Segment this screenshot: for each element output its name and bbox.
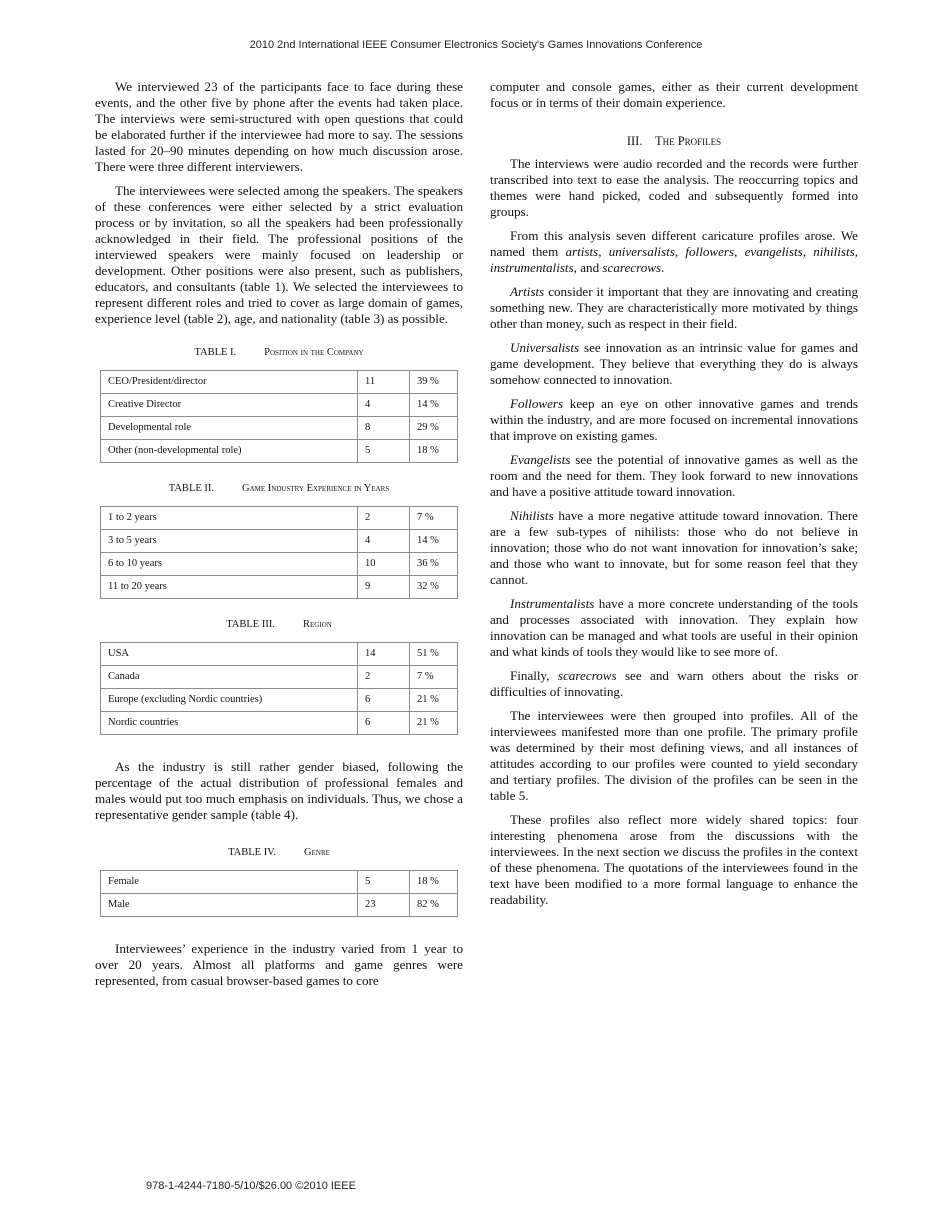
table-1-caption <box>95 345 463 361</box>
table-cell: 39 % <box>410 371 458 394</box>
text-run: see and warn others about the risks or difficulties of innovating. <box>490 668 858 699</box>
text-run: see innovation as an intrinsic value for games and game development. They believe that everything they do is always somehow connected to innovation. <box>490 340 858 387</box>
table-1-label: TABLE I. <box>194 347 237 358</box>
table-cell: 51 % <box>410 643 458 666</box>
table-row <box>101 440 458 463</box>
paragraph-experience: Interviewees’ experience in the industry varied from 1 year to over 20 years. Almost all platforms and game genres were represented, from casual browser-based games to core <box>95 941 463 988</box>
table-cell: CEO/President/director <box>101 371 358 394</box>
table-cell: 18 % <box>410 871 458 894</box>
text-run: Finally, <box>510 668 558 683</box>
text-run: keep an eye on other innovative games and trends within the industry, and are more focused on incremental innovations that improve on existing games. <box>490 396 858 443</box>
text-run: see the potential of innovative games as well as the room and the need for them. They look forward to new innovations and have a positive attitude toward innovation. <box>490 452 858 499</box>
table-2-caption <box>95 481 463 497</box>
table-cell: 23 <box>358 894 410 917</box>
table-cell: 4 <box>358 530 410 553</box>
table-cell: 6 to 10 years <box>101 553 358 576</box>
table-cell: 5 <box>358 440 410 463</box>
table-3-title: Region <box>302 619 332 630</box>
profile-term: scarecrows <box>557 668 617 683</box>
table-4-title: Genre <box>304 847 330 858</box>
paragraph-followers <box>490 396 858 444</box>
text-run: From this analysis seven different caricature profiles arose. We named them <box>490 228 858 259</box>
table-cell: Male <box>101 894 358 917</box>
table-row <box>101 507 458 530</box>
table-row <box>101 576 458 599</box>
table-2-title: Game Industry Experience in Years <box>242 483 390 494</box>
paragraph-selection: The interviewees were selected among the speakers. The speakers of these conferences were either selected by a strict evaluation process or by invitation, so all the speakers had been professionally acknowledged in their field. The professional positions of the interviewed speakers were mainly focused on leadership or development. Other positions were also present, such as publishers, educators, and consultants (table 1). We selected the interviewees to represent different roles and tried to cover as large domain of games, experience level (table 2), age, and nationality (table 3) as possible. <box>95 183 463 326</box>
table-experience <box>100 506 458 599</box>
profile-term: Nihilists <box>510 508 554 523</box>
table-4-label: TABLE IV. <box>228 847 277 858</box>
table-row <box>101 553 458 576</box>
table-cell: Female <box>101 871 358 894</box>
table-cell: 18 % <box>410 440 458 463</box>
table-cell: 8 <box>358 417 410 440</box>
profile-term: Instrumentalists <box>510 596 595 611</box>
paragraph-nihilists <box>490 508 858 588</box>
table-cell: 6 <box>358 712 410 735</box>
table-cell: 1 to 2 years <box>101 507 358 530</box>
table-cell: USA <box>101 643 358 666</box>
copyright-footer: 978-1-4244-7180-5/10/$26.00 ©2010 IEEE <box>146 1180 356 1192</box>
profile-term: Artists <box>510 284 545 299</box>
paragraph-interviews: We interviewed 23 of the participants face to face during these events, and the other five by phone after the events had taken place. The interviews were semi-structured with open questions that could be elaborated further if the interviewee had more to say. The sessions lasted for 20–90 minutes depending on how much discussion arose. There were three different interviewers. <box>95 79 463 174</box>
paragraph-artists <box>490 284 858 332</box>
section-heading <box>490 133 858 149</box>
table-cell: 36 % <box>410 553 458 576</box>
table-genre <box>100 870 458 917</box>
spacer <box>95 735 463 759</box>
table-cell: 2 <box>358 507 410 530</box>
profile-list: artists, universalists, followers, evangelists, nihilists, instrumentalists, <box>490 244 858 275</box>
text-run: . <box>661 260 665 275</box>
paragraph-grouping: The interviewees were then grouped into profiles. All of the interviewees manifested more than one profile. The primary profile was determined by their most defining views, and all instances of attitudes according to our profiles were counted to yield secondary and tertiary profiles. The division of the profiles can be seen in the table 5. <box>490 708 858 803</box>
table-cell: Creative Director <box>101 394 358 417</box>
text-run: have a more negative attitude toward innovation. There are a few sub-types of nihilists: those who do not believe in innovation; those who do not want innovation for innovation’s sake; and those who want to innovate, but for some reason feel that they cannot. <box>490 508 858 587</box>
table-row <box>101 689 458 712</box>
paragraph-profiles-intro <box>490 228 858 276</box>
table-cell: 14 % <box>410 394 458 417</box>
paragraph-recording: The interviews were audio recorded and the records were further transcribed into text to ease the analysis. The reoccurring topics and themes were hand picked, coded and subsequently formed into groups. <box>490 156 858 219</box>
paragraph-instrumentalists <box>490 596 858 660</box>
text-run: consider it important that they are innovating and creating something new. They are characteristically more motivated by things other than money, such as respect in their field. <box>490 284 858 331</box>
table-cell: Developmental role <box>101 417 358 440</box>
table-row <box>101 643 458 666</box>
table-cell: 7 % <box>410 666 458 689</box>
table-cell: 5 <box>358 871 410 894</box>
table-2-label: TABLE II. <box>168 483 215 494</box>
table-row <box>101 394 458 417</box>
table-cell: Canada <box>101 666 358 689</box>
table-position <box>100 370 458 463</box>
table-row <box>101 530 458 553</box>
table-cell: 6 <box>358 689 410 712</box>
table-cell: 11 <box>358 371 410 394</box>
table-cell: Europe (excluding Nordic countries) <box>101 689 358 712</box>
section-title: The Profiles <box>654 134 722 148</box>
table-cell: 21 % <box>410 712 458 735</box>
paragraph-phenomena: These profiles also reflect more widely shared topics: four interesting phenomena arose from the discussions with the interviewees. In the next section we discuss the profiles in the context of these phenomena. The quotations of the interviewees found in the text have been modified to a more formal language to enhance the readability. <box>490 812 858 907</box>
table-1-title: Position in the Company <box>264 347 364 358</box>
table-cell: 21 % <box>410 689 458 712</box>
table-cell: 9 <box>358 576 410 599</box>
profile-term: scarecrows <box>602 260 662 275</box>
table-row <box>101 712 458 735</box>
section-number: III. <box>626 134 643 148</box>
table-cell: Other (non-developmental role) <box>101 440 358 463</box>
table-cell: 3 to 5 years <box>101 530 358 553</box>
table-cell: 4 <box>358 394 410 417</box>
profile-term: Followers <box>510 396 564 411</box>
table-cell: 11 to 20 years <box>101 576 358 599</box>
table-4-caption <box>95 845 463 861</box>
table-row <box>101 417 458 440</box>
table-row <box>101 666 458 689</box>
text-run: have a more concrete understanding of the tools and processes associated with innovation. They explain how innovation can be managed and what tools are useful in their opinion and what kinds of tools they would like to see more of. <box>490 596 858 659</box>
table-cell: 2 <box>358 666 410 689</box>
table-region <box>100 642 458 735</box>
table-cell: 7 % <box>410 507 458 530</box>
left-column <box>95 79 463 997</box>
paragraph-scarecrows <box>490 668 858 700</box>
running-header: 2010 2nd International IEEE Consumer Electronics Society's Games Innovations Conference <box>249 39 703 51</box>
table-row <box>101 894 458 917</box>
table-cell: 14 % <box>410 530 458 553</box>
table-cell: 32 % <box>410 576 458 599</box>
table-cell: 29 % <box>410 417 458 440</box>
table-3-label: TABLE III. <box>226 619 275 630</box>
right-column <box>490 79 858 916</box>
table-cell: 14 <box>358 643 410 666</box>
paragraph-universalists <box>490 340 858 388</box>
paragraph-gender: As the industry is still rather gender biased, following the percentage of the actual distribution of professional females and males would put too much emphasis on individuals. Thus, we chose a representative gender sample (table 4). <box>95 759 463 822</box>
profile-term: Evangelists <box>510 452 571 467</box>
table-row <box>101 371 458 394</box>
paragraph-continued: computer and console games, either as their current development focus or in terms of their domain experience. <box>490 79 858 110</box>
table-cell: 10 <box>358 553 410 576</box>
profile-term: Universalists <box>510 340 580 355</box>
table-row <box>101 871 458 894</box>
text-run: and <box>576 260 603 275</box>
table-3-caption <box>95 617 463 633</box>
spacer <box>95 917 463 941</box>
paragraph-evangelists <box>490 452 858 500</box>
table-cell: 82 % <box>410 894 458 917</box>
table-cell: Nordic countries <box>101 712 358 735</box>
